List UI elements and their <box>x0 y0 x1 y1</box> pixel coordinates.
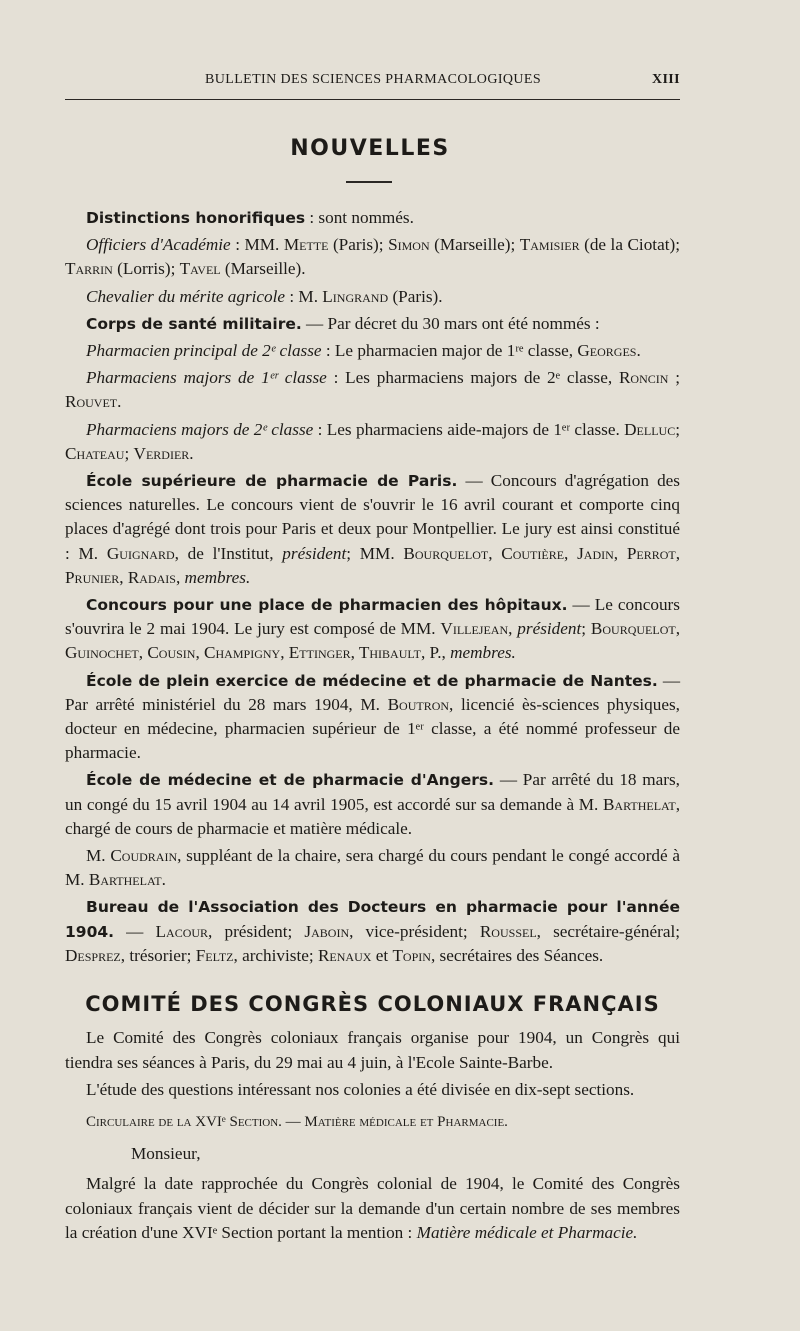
text: . <box>161 870 166 890</box>
label-chevalier: Chevalier du mérite agricole <box>86 286 286 306</box>
text: , secrétaires des Séances. <box>430 945 604 965</box>
text: — Par arrêté ministériel du 28 mars 1904, M. <box>65 670 681 714</box>
text: . <box>636 341 641 361</box>
section-mention: Matière médicale et Pharmacie. <box>416 1222 638 1242</box>
person-name: Simon <box>388 235 430 255</box>
text: , archiviste; <box>233 945 318 965</box>
text: Malgré la date rapprochée du Congrès colonial de 1904, le Comité des Congrès coloniaux français vient de décider sur la demande d'un certain nombre de ses membres la création d'une XVIᵉ Section portant la mention : <box>65 1174 680 1242</box>
person-name: Roussel <box>479 921 537 941</box>
paragraph-comite-intro: Le Comité des Congrès coloniaux français organise pour 1904, un Congrès qui tiendra ses séances à Paris, du 29 mai au 4 juin, à l'Ecole Sainte-Barbe. <box>65 1028 680 1072</box>
text: , <box>175 567 185 587</box>
text: , président; <box>208 921 305 941</box>
text: : Les pharmaciens majors de 2ᵉ classe, <box>326 368 619 388</box>
role-label: président <box>282 543 347 563</box>
paragraph-bureau <box>65 895 680 968</box>
person-name: Rouvet <box>65 392 118 412</box>
text: : sont nommés. <box>305 208 414 227</box>
person-name: Jaboin <box>304 921 350 941</box>
label-rank: Pharmaciens majors de 2ᵉ classe <box>86 419 314 439</box>
paragraph-chevalier <box>65 285 680 309</box>
person-name: Boutron <box>387 694 450 714</box>
text: — Par décret du 30 mars ont été nommés : <box>301 313 600 333</box>
person-name: Barthelat <box>88 870 162 890</box>
person-name: Tarrin <box>65 259 113 279</box>
person-name: Tamisier <box>519 235 580 255</box>
heading-ecole-angers: École de médecine et de pharmacie d'Angers. <box>86 771 495 790</box>
heading-bureau: Bureau de l'Association des Docteurs en pharmacie pour l'année 1904. <box>65 898 680 941</box>
section-title-nouvelles: NOUVELLES <box>290 136 450 161</box>
person-names: Bourquelot, Guinochet, Cousin, Champigny, Ettinger, Thibault, P. <box>65 619 680 663</box>
heading-concours-hopitaux: Concours pour une place de pharmacien des hôpitaux. <box>86 596 568 615</box>
text: . <box>189 443 194 463</box>
paragraph-concours-hopitaux <box>65 593 680 666</box>
text: , trésorier; <box>120 945 196 965</box>
text: et <box>371 945 393 965</box>
paragraph-corps-sante <box>65 312 680 336</box>
person-name: Mette <box>283 235 329 255</box>
person-name: Feltz <box>195 945 234 965</box>
text: , licencié ès-sciences physiques, docteur en médecine, pharmacien supérieur de 1ᵉʳ classe, a été nommé professeur de pharmacie. <box>65 694 680 763</box>
text: , suppléant de la chaire, sera chargé du cours pendant le congé accordé à M. <box>65 846 680 890</box>
paragraph-coudrain <box>65 844 680 892</box>
text: : Le pharmacien major de 1ʳᵉ classe, <box>321 341 578 361</box>
text: (de la Ciotat); <box>579 235 680 255</box>
text: . <box>117 392 122 412</box>
person-name: Desprez <box>65 945 121 965</box>
role-label: membres. <box>184 567 251 587</box>
paragraph-malgre <box>65 1172 680 1245</box>
text: — Par arrêté du 18 mars, un congé du 15 avril 1904 au 14 avril 1905, est accordé sur sa demande à M. <box>65 770 680 814</box>
text: , secrétaire-général; <box>536 921 681 941</box>
salutation: Monsieur, <box>131 1144 201 1164</box>
person-name: Chateau <box>65 443 125 463</box>
heading-ecole-nantes: École de plein exercice de médecine et de pharmacie de Nantes. <box>86 671 658 690</box>
person-name: Coudrain <box>110 846 178 866</box>
text: — Le concours s'ouvrira le 2 mai 1904. Le jury est composé de MM. <box>65 595 680 639</box>
text: , vice-président; <box>349 921 480 941</box>
title-divider <box>346 181 392 183</box>
text: ; <box>675 419 680 439</box>
person-name: Barthelat <box>602 794 676 814</box>
person-name: Guignard <box>106 543 175 563</box>
journal-title: BULLETIN DES SCIENCES PHARMACOLOGIQUES <box>205 72 542 87</box>
text: (Lorris); <box>112 259 180 279</box>
text: : Les pharmaciens aide-majors de 1ᵉʳ classe. <box>313 419 625 439</box>
text: M. <box>86 846 111 866</box>
paragraph-distinctions <box>65 206 680 230</box>
paragraph-ecole-paris <box>65 469 680 590</box>
text: ; <box>124 443 134 463</box>
article-body <box>65 206 680 1248</box>
text: , <box>441 643 451 663</box>
person-name: Verdier <box>133 443 190 463</box>
text: , chargé de cours de pharmacie et matière médicale. <box>65 794 680 838</box>
paragraph-sections: L'étude des questions intéressant nos colonies a été divisée en dix-sept sections. <box>86 1079 635 1099</box>
label-officiers: Officiers d'Académie <box>86 235 231 255</box>
label-rank: Pharmacien principal de 2ᵉ classe <box>86 341 322 361</box>
text: ; MM. <box>346 543 404 563</box>
text: , <box>508 619 518 639</box>
text: (Marseille); <box>429 235 520 255</box>
paragraph-ecole-angers <box>65 768 680 841</box>
person-name: Lacour <box>155 921 209 941</box>
text: : M. <box>285 286 323 306</box>
text: (Marseille). <box>220 259 306 279</box>
role-label: président <box>517 619 582 639</box>
paragraph-officiers <box>65 233 680 281</box>
text: , de l'Institut, <box>174 543 283 563</box>
section-title-comite: COMITÉ DES CONGRÈS COLONIAUX FRANÇAIS <box>85 992 660 1017</box>
page-number: XIII <box>651 72 680 87</box>
label-rank: Pharmaciens majors de 1ᵉʳ classe <box>86 368 327 388</box>
heading-corps-sante: Corps de santé militaire. <box>86 314 302 333</box>
heading-ecole-paris: École supérieure de pharmacie de Paris. <box>86 472 458 491</box>
role-label: membres. <box>450 643 516 663</box>
paragraph-majors-2 <box>65 418 680 466</box>
paragraph-pharmacien-principal <box>65 339 680 363</box>
paragraph-majors-1 <box>65 366 680 414</box>
heading-distinctions: Distinctions honorifiques <box>86 209 306 227</box>
text: — <box>114 921 156 941</box>
person-name: Delluc <box>624 419 676 439</box>
person-name: Roncin <box>618 368 669 388</box>
text: — Concours d'agrégation des sciences naturelles. Le concours vient de s'ouvrir le 16 avril courant et comporte cinq places d'agrégé dont trois pour Paris et deux pour Montpellier. Le jury est ainsi constitué : M. <box>65 471 680 563</box>
person-name: Renaux <box>317 945 372 965</box>
person-name: Lingrand <box>322 286 389 306</box>
person-name: Villejean <box>440 619 509 639</box>
person-name: Georges <box>577 341 637 361</box>
circular-heading: Circulaire de la XVIᵉ Section. — Matière médicale et Pharmacie. <box>86 1113 508 1130</box>
text: (Paris); <box>328 235 389 255</box>
text: : MM. <box>230 235 284 255</box>
text: (Paris). <box>388 286 443 306</box>
header-rule <box>65 99 680 100</box>
paragraph-ecole-nantes <box>65 669 680 766</box>
text: ; <box>581 619 591 639</box>
person-name: Tavel <box>179 259 221 279</box>
person-name: Topin <box>392 945 431 965</box>
text: ; <box>668 368 681 388</box>
person-names: Bourquelot, Coutière, Jadin, Perrot, Prunier, Radais <box>65 543 681 587</box>
